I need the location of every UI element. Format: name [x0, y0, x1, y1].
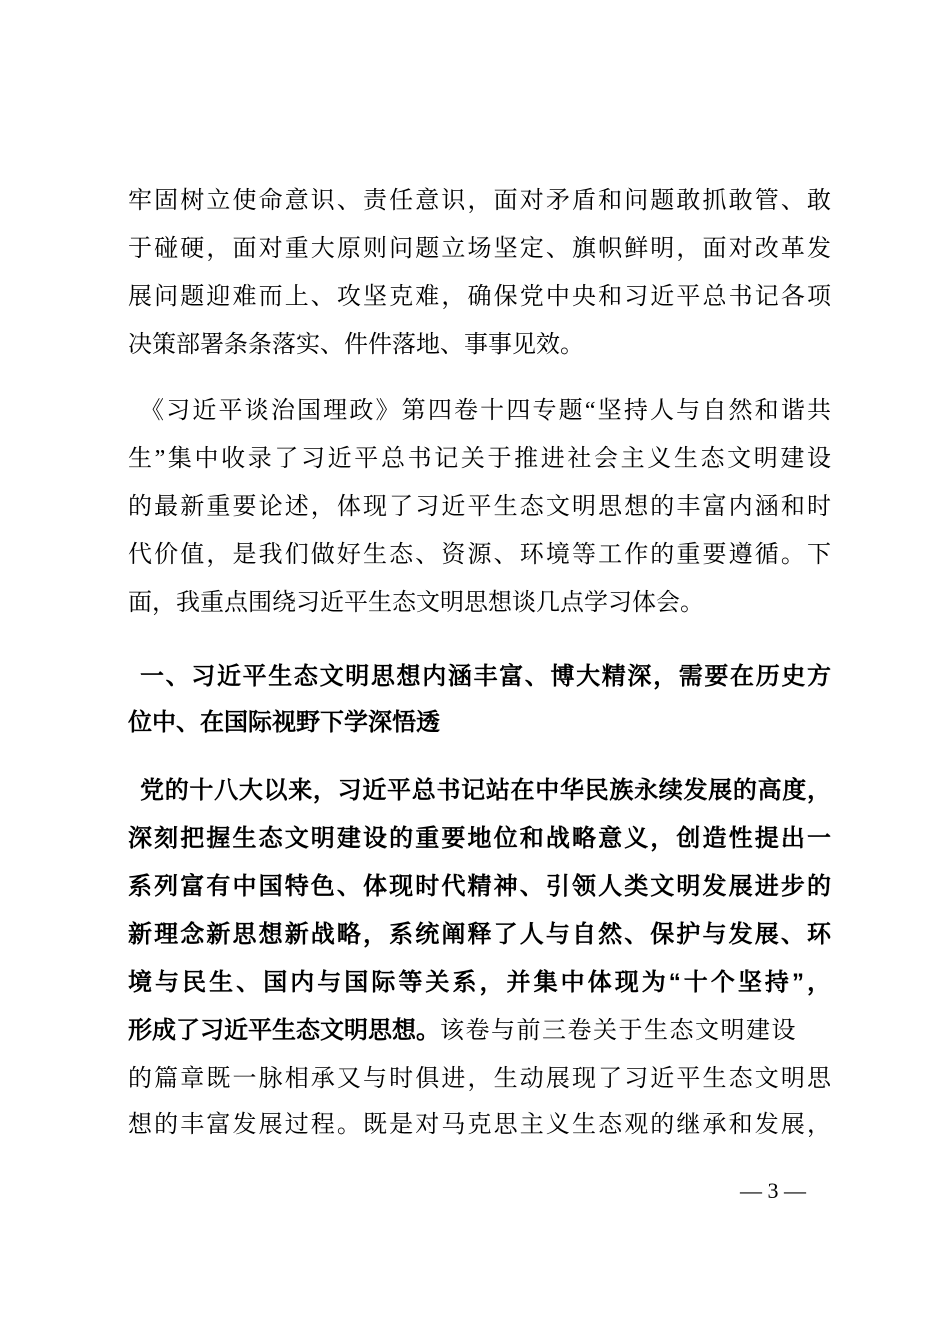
- body-text-line: 面，我重点围绕习近平生态文明思想谈几点学习体会。: [128, 590, 704, 616]
- page-number: — 3 —: [740, 1178, 806, 1203]
- body-text-line: 于碰硬，面对重大原则问题立场坚定、旗帜鲜明，面对改革发: [128, 236, 831, 262]
- body-text-line-bold: 党的十八大以来，习近平总书记站在中华民族永续发展的高度，: [140, 777, 831, 804]
- body-text-line: 想的丰富发展过程。既是对马克思主义生态观的继承和发展，: [128, 1112, 831, 1138]
- body-text-line: 生”集中收录了习近平总书记关于推进社会主义生态文明建设: [128, 446, 831, 472]
- body-text-line: 《习近平谈治国理政》第四卷十四专题“坚持人与自然和谐共: [140, 398, 831, 424]
- body-text-line: 的篇章既一脉相承又与时俱进，生动展现了习近平生态文明思: [128, 1066, 831, 1092]
- body-text-line: [128, 1016, 831, 1046]
- body-text-line-bold: 深刻把握生态文明建设的重要地位和战略意义，创造性提出一: [128, 825, 831, 852]
- normal-phrase: 该卷与前三卷关于生态文明建设: [440, 1018, 797, 1044]
- body-text-line: 牢固树立使命意识、责任意识，面对矛盾和问题敢抓敢管、敢: [128, 188, 831, 214]
- body-text-line-bold: 新理念新思想新战略，系统阐释了人与自然、保护与发展、环: [128, 921, 831, 948]
- body-text-line-bold: 境与民生、国内与国际等关系，并集中体现为“十个坚持”，: [128, 969, 831, 996]
- section-heading: 一、习近平生态文明思想内涵丰富、博大精深，需要在历史方: [140, 663, 831, 690]
- body-text-line: 代价值，是我们做好生态、资源、环境等工作的重要遵循。下: [128, 542, 831, 568]
- body-text-line: 展问题迎难而上、攻坚克难，确保党中央和习近平总书记各项: [128, 284, 831, 310]
- body-text-line: 决策部署条条落实、件件落地、事事见效。: [128, 332, 584, 358]
- bold-phrase: 形成了习近平生态文明思想。: [128, 1017, 440, 1044]
- section-heading: 位中、在国际视野下学深悟透: [128, 709, 440, 736]
- body-text-line-bold: 系列富有中国特色、体现时代精神、引领人类文明发展进步的: [128, 873, 831, 900]
- body-text-line: 的最新重要论述，体现了习近平生态文明思想的丰富内涵和时: [128, 494, 831, 520]
